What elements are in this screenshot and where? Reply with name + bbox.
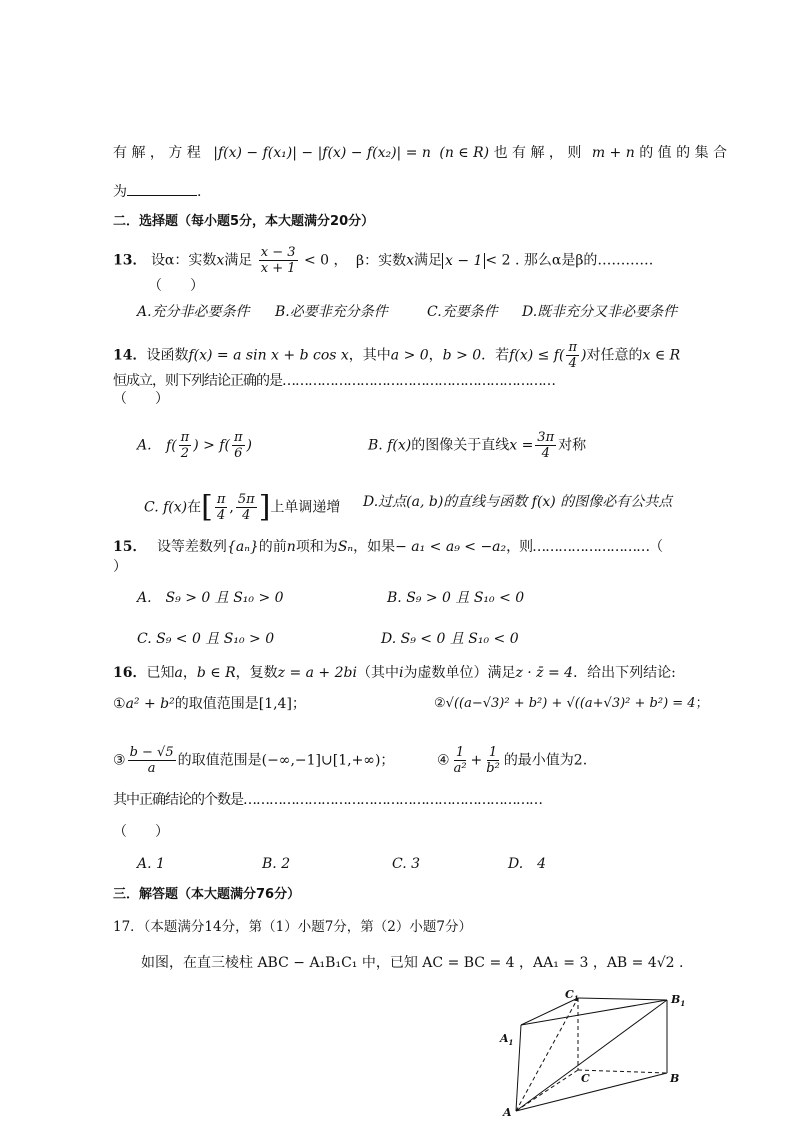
q14-condition: a > 0 bbox=[390, 347, 429, 364]
q13-text: 满足 bbox=[413, 252, 442, 269]
conclusion-marker: ④ bbox=[437, 752, 450, 769]
option-text: 在 bbox=[187, 499, 202, 516]
q13-stem bbox=[113, 245, 653, 276]
q16-conclusion-4 bbox=[437, 745, 587, 776]
q13-option-a[interactable]: A.充分非必要条件 bbox=[137, 304, 250, 320]
conclusion-marker: ② bbox=[434, 696, 446, 711]
fraction-numerator: 1 bbox=[455, 745, 465, 760]
q12-equation: |f(x) − f(x₁)| − |f(x) − f(x₂)| = n bbox=[213, 145, 431, 161]
q13-option-d[interactable]: D.既非充分又非必要条件 bbox=[522, 304, 678, 320]
fraction-denominator: 4 bbox=[541, 446, 550, 461]
q16-option-a[interactable]: A. 1 bbox=[137, 856, 165, 872]
conclusion-text: + bbox=[470, 752, 483, 769]
conclusion-fraction bbox=[484, 745, 502, 776]
conclusion-text: 的最小值为2. bbox=[503, 752, 588, 769]
q15-option-d[interactable]: D. S₉ < 0 且 S₁₀ < 0 bbox=[381, 631, 519, 647]
fraction-numerator: x − 3 bbox=[260, 245, 296, 260]
q14-paren: （ ） bbox=[113, 391, 169, 407]
fraction-denominator: b² bbox=[486, 761, 500, 776]
q14-text: 设函数 bbox=[146, 347, 189, 364]
q12-line-1 bbox=[113, 143, 727, 163]
option-fraction bbox=[215, 492, 228, 523]
fraction-numerator: 3π bbox=[537, 430, 555, 445]
q12-line-2 bbox=[113, 181, 201, 202]
q12-text: 为 bbox=[113, 184, 127, 200]
q15-var: n bbox=[286, 539, 296, 555]
q15-sequence: {aₙ} bbox=[226, 539, 259, 555]
label-c: C bbox=[581, 1072, 590, 1085]
label-b1: $B_1$ bbox=[671, 993, 686, 1008]
q15-text: 项和为 bbox=[295, 539, 338, 555]
conclusion-text: 的取值范围是(−∞,−1]∪[1,+∞)； bbox=[177, 752, 395, 769]
fraction-denominator: x + 1 bbox=[260, 261, 296, 276]
fraction-numerator: 5π bbox=[237, 492, 255, 507]
option-text: 的图像关于直线 bbox=[411, 437, 510, 454]
conclusion-fraction bbox=[452, 745, 469, 776]
q15-var: Sₙ bbox=[337, 539, 354, 555]
q14-function: f(x) = a sin x + b cos x bbox=[188, 347, 349, 364]
q16-option-c[interactable]: C. 3 bbox=[392, 856, 421, 872]
q16-count-line: 其中正确结论的个数是…………………………………………………………… bbox=[113, 792, 542, 808]
q13-var: x bbox=[216, 252, 225, 269]
q13-abs: x − 1 bbox=[442, 253, 485, 269]
section-2-title: 二．选择题（每小题5分，本大题满分20分） bbox=[113, 214, 375, 229]
q13-option-b[interactable]: B.必要非充分条件 bbox=[275, 304, 388, 320]
conclusion-expression: a² + b² bbox=[125, 696, 175, 712]
q14-text: ， bbox=[428, 347, 443, 364]
q16-text: ．给出下列结论: bbox=[573, 665, 676, 681]
q16-text: 已知 bbox=[146, 665, 175, 681]
question-number: 15． bbox=[113, 539, 147, 555]
option-text: f(x) bbox=[387, 437, 412, 454]
q16-conclusion-1 bbox=[113, 694, 306, 714]
q16-var: i bbox=[398, 665, 404, 681]
option-text: ) > f( bbox=[193, 437, 230, 454]
q12-text: 也 有 解 ， 则 bbox=[493, 145, 582, 161]
option-fraction bbox=[179, 430, 192, 461]
q14-inequality: f(x) ≤ f( bbox=[509, 347, 565, 364]
q16-stem bbox=[113, 663, 676, 683]
fraction-denominator: a bbox=[147, 761, 156, 776]
q12-text: . bbox=[197, 184, 202, 200]
prism-figure bbox=[495, 985, 695, 1120]
q16-text: 为虚数单位）满足 bbox=[403, 665, 516, 681]
conclusion-expression: √((a−√3)² + b²) + √((a+√3)² + b²) = 4 bbox=[445, 696, 696, 711]
q16-paren: （ ） bbox=[113, 824, 169, 840]
q17-header: 17．（本题满分14分，第（1）小题7分，第（2）小题7分） bbox=[113, 919, 472, 935]
conclusion-marker: ① bbox=[113, 696, 126, 712]
question-number: 13． bbox=[113, 252, 147, 269]
option-text: 上单调递增 bbox=[270, 499, 341, 516]
q16-condition: z · z̄ = 4 bbox=[515, 665, 574, 681]
conclusion-text: ； bbox=[695, 696, 709, 711]
q16-conclusion-2 bbox=[434, 694, 709, 714]
fraction-numerator: π bbox=[180, 430, 190, 445]
q14-condition: b > 0 bbox=[442, 347, 482, 364]
q13-text: 设α：实数 bbox=[150, 252, 217, 269]
answer-blank[interactable] bbox=[127, 181, 197, 196]
option-label: B. bbox=[368, 437, 383, 454]
q14-option-d[interactable]: D.过点(a, b)的直线与函数 f(x) 的图像必有公共点 bbox=[363, 494, 673, 510]
fraction-numerator: b − √5 bbox=[129, 745, 174, 760]
q15-paren-close: ） bbox=[113, 559, 127, 575]
q15-option-b[interactable]: B. S₉ > 0 且 S₁₀ < 0 bbox=[387, 590, 525, 606]
q17-body: 如图，在直三棱柱 ABC − A₁B₁C₁ 中，已知 AC = BC = 4 ，AA₁ = 3 ，AB = 4√2 . bbox=[141, 955, 684, 971]
right-bracket: ] bbox=[258, 489, 271, 525]
option-label: C. bbox=[144, 499, 159, 516]
conclusion-fraction bbox=[128, 745, 176, 776]
q13-paren: （ ） bbox=[148, 278, 204, 294]
q16-option-d[interactable]: D. 4 bbox=[508, 856, 547, 872]
q15-text: 的前 bbox=[258, 539, 287, 555]
q14-text: ．若 bbox=[481, 347, 510, 364]
option-text: f(x) bbox=[163, 499, 188, 516]
q16-conclusion-3 bbox=[113, 745, 394, 776]
label-c1: $C_1$ bbox=[565, 988, 579, 1003]
q14-line-2: 恒成立，则下列结论正确的是……………………………………………………… bbox=[113, 373, 555, 389]
q16-text: ，复数 bbox=[235, 665, 278, 681]
q13-text: β：实数 bbox=[355, 252, 407, 269]
q13-fraction bbox=[259, 245, 298, 276]
option-text: f( bbox=[166, 437, 177, 454]
option-fraction bbox=[232, 430, 245, 461]
question-number: 14． bbox=[113, 347, 147, 364]
q14-stem bbox=[113, 340, 680, 371]
fraction-denominator: a² bbox=[453, 761, 467, 776]
option-label: A. bbox=[137, 437, 152, 454]
q12-expression: m + n bbox=[591, 145, 635, 161]
fraction-numerator: π bbox=[233, 430, 243, 445]
fraction-denominator: 2 bbox=[180, 446, 190, 461]
fraction-numerator: π bbox=[568, 340, 577, 355]
label-a1: $A_1$ bbox=[500, 1032, 514, 1047]
q16-text: ， bbox=[182, 665, 197, 681]
q15-text: 设等差数列 bbox=[156, 539, 227, 555]
q15-text: ，如果 bbox=[353, 539, 396, 555]
q15-option-a[interactable]: A. S₉ > 0 且 S₁₀ > 0 bbox=[137, 590, 284, 606]
option-fraction bbox=[535, 430, 556, 461]
q14-inequality: ) bbox=[581, 347, 587, 364]
q13-var: x bbox=[406, 252, 414, 269]
label-b: B bbox=[670, 1072, 680, 1085]
option-text: , bbox=[229, 499, 234, 516]
option-fraction bbox=[236, 492, 257, 523]
q15-stem bbox=[113, 537, 662, 557]
q16-var: a bbox=[174, 665, 183, 681]
fraction-denominator: 6 bbox=[234, 446, 243, 461]
option-text: x = bbox=[509, 437, 534, 454]
option-text: ) bbox=[246, 437, 252, 454]
label-a: A bbox=[503, 1106, 512, 1119]
conclusion-marker: ③ bbox=[113, 752, 126, 769]
q12-text: 有 解 ， 方 程 bbox=[113, 145, 201, 161]
q14-fraction bbox=[566, 340, 579, 371]
q16-text: （其中 bbox=[356, 665, 399, 681]
q14-option-c[interactable] bbox=[144, 489, 341, 525]
fraction-numerator: π bbox=[216, 492, 226, 507]
option-text: 对称 bbox=[558, 437, 587, 454]
q14-text: ，其中 bbox=[348, 347, 391, 364]
q14-text: 对任意的 bbox=[586, 347, 643, 364]
q15-text: ，则………………………（ bbox=[506, 539, 663, 555]
q15-condition: − a₁ < a₉ < −a₂ bbox=[395, 539, 507, 555]
q13-text: < 2 . 那么α是β的………… bbox=[485, 252, 654, 269]
left-bracket: [ bbox=[201, 489, 213, 525]
section-3-title: 三．解答题（本大题满分76分） bbox=[113, 887, 301, 902]
q13-text: < 0 ， bbox=[303, 252, 348, 269]
q15-option-c[interactable]: C. S₉ < 0 且 S₁₀ > 0 bbox=[137, 631, 275, 647]
q13-text: 满足 bbox=[224, 252, 253, 269]
q16-option-b[interactable]: B. 2 bbox=[262, 856, 291, 872]
fraction-denominator: 4 bbox=[216, 508, 226, 523]
fraction-numerator: 1 bbox=[488, 745, 498, 760]
conclusion-text: 的取值范围是[1,4]； bbox=[174, 696, 306, 712]
q12-text: 的 值 的 集 合 bbox=[639, 145, 728, 161]
q16-complex: z = a + 2bi bbox=[277, 665, 357, 681]
q14-option-a[interactable] bbox=[137, 430, 252, 461]
q14-domain: x ∈ R bbox=[642, 347, 681, 364]
q16-var: b ∈ R bbox=[196, 665, 236, 681]
q12-condition: (n ∈ R) bbox=[439, 145, 490, 161]
q13-option-c[interactable]: C.充要条件 bbox=[427, 304, 498, 320]
fraction-denominator: 4 bbox=[242, 508, 251, 523]
question-number: 16． bbox=[113, 665, 147, 681]
fraction-denominator: 4 bbox=[568, 356, 577, 371]
q14-option-b[interactable] bbox=[368, 430, 586, 461]
